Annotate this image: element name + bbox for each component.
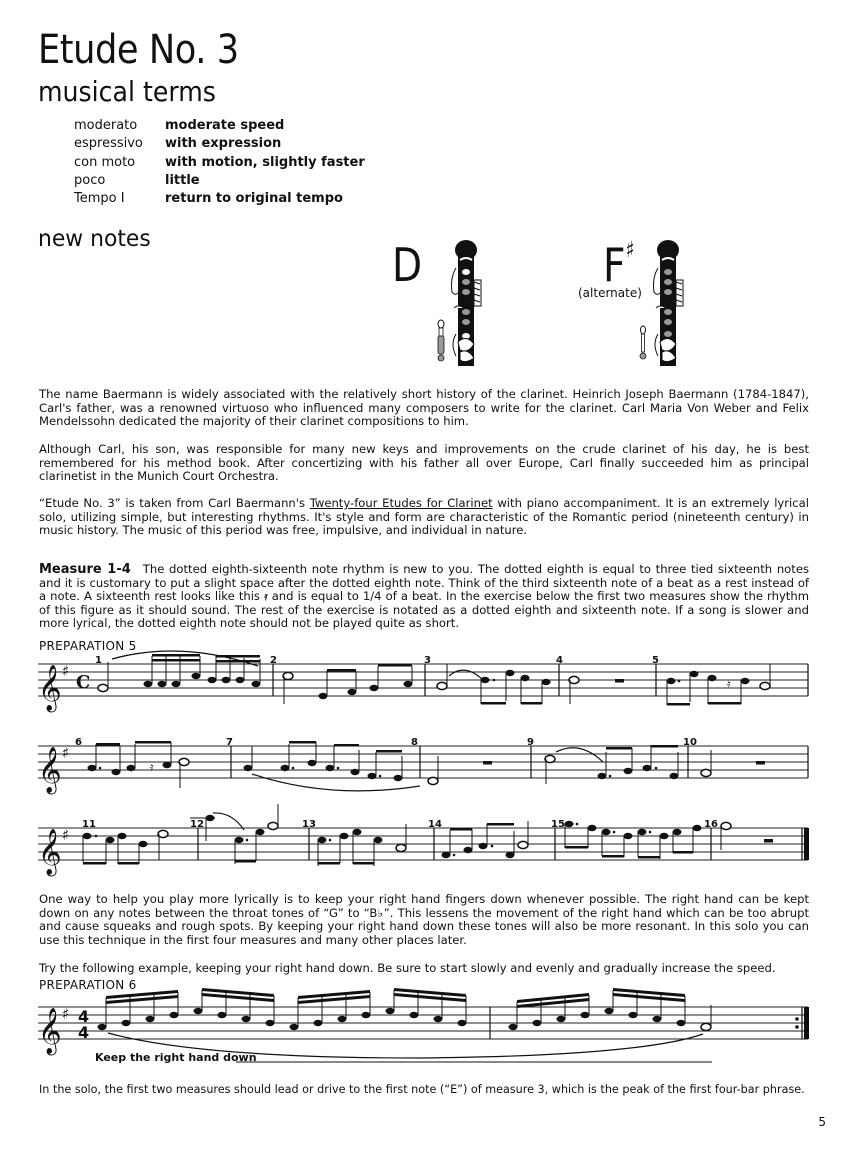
time-signature-top: 4	[78, 1007, 90, 1026]
svg-text:11: 11	[82, 819, 96, 830]
text: The dotted eighth-sixteenth note rhythm is new to you. The dotted eighth is equal to three tied sixteenth notes and it is customary to put a slight space after the dotted eighth note. Think of the third sixteenth note of a beat as a rest instead of a note. A sixteenth rest looks like this	[39, 562, 809, 604]
page-title: Etude No. 3	[38, 27, 239, 73]
svg-text:12: 12	[190, 819, 204, 830]
svg-text:14: 14	[428, 819, 442, 830]
note-letter: F	[603, 238, 626, 292]
term-definition: return to original tempo	[165, 191, 343, 207]
svg-text:♯: ♯	[62, 1005, 70, 1023]
note-alternate-label: (alternate)	[578, 286, 642, 300]
time-signature-bottom: 4	[78, 1023, 90, 1042]
svg-text:3: 3	[424, 655, 431, 666]
page-number: 5	[818, 1115, 826, 1129]
svg-text:C: C	[76, 672, 91, 693]
term-definition: with motion, slightly faster	[165, 154, 365, 170]
svg-text:13: 13	[302, 819, 316, 830]
svg-text:𝄞: 𝄞	[38, 747, 62, 793]
svg-text:5: 5	[652, 655, 659, 666]
term-definition: little	[165, 172, 200, 188]
svg-text:7: 7	[226, 737, 233, 748]
note-name-d: D	[392, 238, 423, 292]
term: moderato	[74, 118, 138, 133]
section-heading-new-notes: new notes	[38, 226, 151, 252]
paragraph-right-hand-down: One way to help you play more lyrically is to keep your right hand fingers down whenever possible. The right hand can be kept down on any notes between the throat tones of “G” to “B♭”. This lessens the movement of the right hand which can be too abrupt and cause squeaks and rough spots. By keeping your right hand down these tones will also be more resonant. In this solo you can use this technique in the first four measures and many other places later.	[39, 892, 809, 947]
sharp-icon: ♯	[625, 238, 635, 263]
term: Tempo I	[74, 191, 125, 207]
paragraph-carl: Although Carl, his son, was responsible for many new keys and improvements on the crude clarinet of his day, he is best remembered for his method book. After concertizing with his father all over Europe, Carl finally succeeded him as principal clarinetist in the Munich Court Orchestra.	[39, 442, 809, 484]
keep-right-hand-down-annotation: Keep the right hand down	[95, 1051, 257, 1064]
preparation-5-label: PREPARATION 5	[39, 639, 137, 653]
text: “Etude No. 3” is taken from Carl Baermann's	[39, 496, 310, 510]
term: poco	[74, 172, 106, 188]
svg-text:𝄞: 𝄞	[38, 1008, 62, 1054]
treble-clef-icon: 𝄞	[38, 665, 62, 711]
term: espressivo	[74, 136, 143, 152]
svg-text:15: 15	[551, 819, 565, 830]
svg-text:4: 4	[556, 655, 563, 666]
sixteenth-rest-icon: 𝄿	[264, 589, 268, 604]
paragraph-phrase-peak: In the solo, the first two measures should lead or drive to the first note (“E”) of measure 3, which is the peak of the first four-bar phrase.	[39, 1083, 805, 1096]
paragraph-try-example: Try the following example, keeping your right hand down. Be sure to start slowly and evenly and gradually increase the speed.	[39, 961, 776, 975]
text: and is equal to 1/4 of a beat. In the exercise below the first two measures show the rhythm of this figure as it should sound. The rest of the exercise is notated as a dotted eighth and sixteenth note. If a song is slower and more lyrical, the dotted eighth note should not be played quite as short.	[39, 589, 809, 631]
svg-text:♯: ♯	[62, 744, 70, 762]
svg-text:𝄿: 𝄿	[727, 677, 731, 691]
svg-text:6: 6	[75, 737, 82, 748]
paragraph-lead: Measure 1-4	[39, 562, 131, 577]
svg-text:𝄞: 𝄞	[38, 829, 62, 875]
svg-text:♯: ♯	[62, 662, 70, 680]
section-heading-musical-terms: musical terms	[38, 75, 216, 108]
svg-text:♯: ♯	[62, 826, 70, 844]
svg-text:9: 9	[527, 737, 534, 748]
book-title: Twenty-four Etudes for Clarinet	[309, 496, 493, 510]
svg-text:2: 2	[270, 655, 277, 666]
term: con moto	[74, 154, 136, 170]
term-definition: with expression	[165, 136, 282, 152]
svg-text:10: 10	[683, 737, 697, 748]
svg-text:16: 16	[704, 819, 718, 830]
text: with piano accompaniment. It is an extremely lyrical solo, utilizing simple, but interesting rhythms. It's style and form are characteristic of the Romantic period (nineteenth century) in music history. The music of this period was free, impulsive, and individual in nature.	[39, 496, 809, 538]
svg-text:1: 1	[95, 655, 102, 666]
svg-text:𝄿: 𝄿	[150, 760, 154, 774]
paragraph-history: The name Baermann is widely associated with the relatively short history of the clarinet. Heinrich Joseph Baermann (1784-1847), Carl's father, was a renowned virtuoso who influenced many composers to write for the clarinet. Carl Maria Von Weber and Felix Mendelssohn dedicated the majority of their clarinet compositions to him.	[39, 387, 809, 429]
term-definition: moderate speed	[165, 118, 285, 133]
preparation-6-label: PREPARATION 6	[39, 978, 137, 992]
svg-text:8: 8	[411, 737, 418, 748]
